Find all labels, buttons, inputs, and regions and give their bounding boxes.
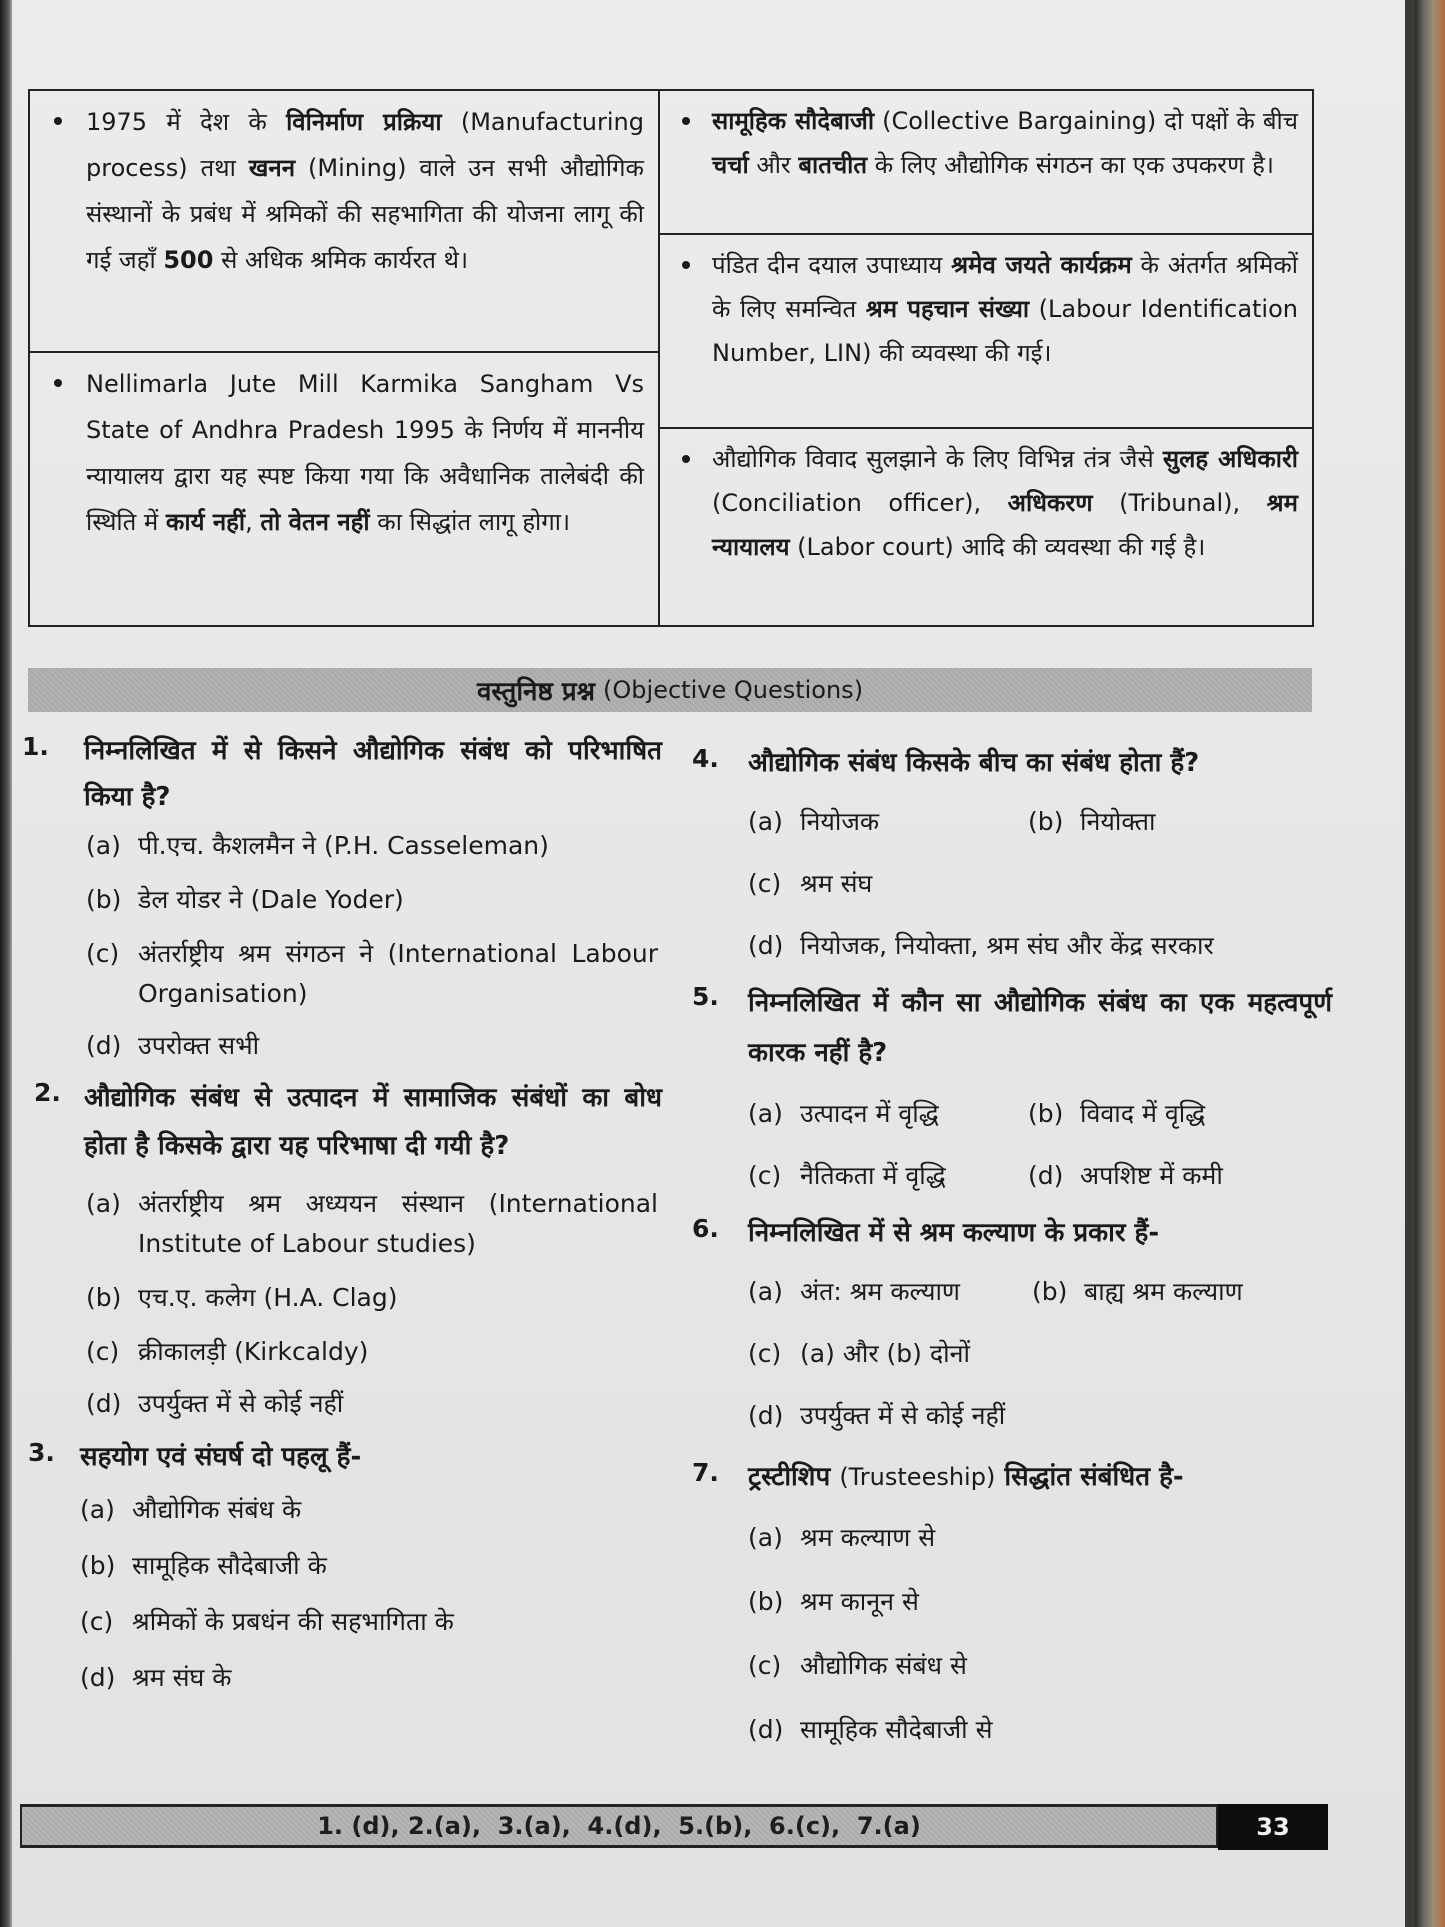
question-7 bbox=[692, 1454, 1332, 1750]
option-a[interactable]: (a) पी.एच. कैशलमैन ने (P.H. Casseleman) bbox=[86, 831, 549, 860]
option-b[interactable]: (b) विवाद में वृद्धि bbox=[1028, 1099, 1206, 1128]
option-c[interactable]: (c) क्रीकालड़ी (Kirkcaldy) bbox=[86, 1337, 369, 1366]
question-number: 3. bbox=[28, 1438, 55, 1467]
question-number: 6. bbox=[692, 1214, 719, 1243]
question-number: 7. bbox=[692, 1458, 719, 1487]
question-text: औद्योगिक संबंध से उत्पादन में सामाजिक संबंधों का बोध होता है किसके द्वारा यह परिभाषा दी गयी है? bbox=[84, 1083, 662, 1161]
page-edge-background bbox=[1415, 0, 1445, 1927]
option-a[interactable]: (a) नियोजक bbox=[748, 807, 880, 836]
info-cell-text: सामूहिक सौदेबाजी (Collective Bargaining) दो पक्षों के बीच चर्चा और बातचीत के लिए औद्योगिक संगठन का एक उपकरण है। bbox=[712, 107, 1298, 179]
option-b[interactable]: (b) एच.ए. कलेग (H.A. Clag) bbox=[86, 1283, 398, 1312]
question-text: निम्नलिखित में से श्रम कल्याण के प्रकार हैं- bbox=[748, 1218, 1160, 1248]
option-row bbox=[748, 1272, 1332, 1312]
book-page bbox=[12, 0, 1405, 1927]
bullet-icon bbox=[54, 379, 62, 387]
option-b[interactable]: (b) बाह्य श्रम कल्याण bbox=[1032, 1277, 1243, 1306]
question-3 bbox=[22, 1434, 662, 1698]
option-b[interactable]: (b) श्रम कानून से bbox=[748, 1587, 919, 1616]
info-table bbox=[28, 89, 1314, 627]
question-text: सहयोग एवं संघर्ष दो पहलू हैं- bbox=[80, 1442, 362, 1472]
question-2 bbox=[22, 1074, 662, 1424]
section-title-english: (Objective Questions) bbox=[603, 676, 864, 704]
bullet-icon bbox=[682, 261, 690, 269]
question-4 bbox=[692, 740, 1332, 966]
option-d[interactable]: (d) उपर्युक्त में से कोई नहीं bbox=[86, 1389, 344, 1418]
question-number: 5. bbox=[692, 982, 719, 1011]
question-6 bbox=[692, 1210, 1332, 1436]
option-c[interactable]: (c) अंतर्राष्ट्रीय श्रम संगठन ने (International Labour Organisation) bbox=[86, 939, 658, 1008]
option-c[interactable]: (c) औद्योगिक संबंध से bbox=[748, 1651, 967, 1680]
option-c[interactable]: (c) नैतिकता में वृद्धि bbox=[748, 1161, 946, 1190]
option-row bbox=[748, 1156, 1332, 1196]
questions-column-left bbox=[22, 728, 662, 1698]
answer-key-text: 1. (d), 2.(a), 3.(a), 4.(d), 5.(b), 6.(c), 7.(a) bbox=[317, 1812, 921, 1840]
info-cell bbox=[660, 235, 1312, 429]
question-text: ट्रस्टीशिप (Trusteeship) सिद्धांत संबंधित है- bbox=[748, 1462, 1184, 1492]
question-5 bbox=[692, 978, 1332, 1196]
option-a[interactable]: (a) अंतर्राष्ट्रीय श्रम अध्ययन संस्थान (International Institute of Labour studies) bbox=[86, 1189, 658, 1258]
option-a[interactable]: (a) उत्पादन में वृद्धि bbox=[748, 1099, 939, 1128]
question-text: औद्योगिक संबंध किसके बीच का संबंध होता हैं? bbox=[748, 748, 1200, 778]
question-text: निम्नलिखित में कौन सा औद्योगिक संबंध का एक महत्वपूर्ण कारक नहीं है? bbox=[748, 988, 1332, 1068]
bullet-icon bbox=[54, 117, 62, 125]
info-column-left bbox=[30, 91, 660, 625]
questions-column-right bbox=[692, 740, 1332, 1750]
option-d[interactable]: (d) उपर्युक्त में से कोई नहीं bbox=[748, 1401, 1006, 1430]
info-cell bbox=[30, 353, 658, 625]
info-cell-text: औद्योगिक विवाद सुलझाने के लिए विभिन्न तंत्र जैसे सुलह अधिकारी (Conciliation officer), अधिकरण (Tribunal), श्रम न्यायालय (Labor court) आदि की व्यवस्था की गई है। bbox=[712, 445, 1299, 561]
option-c[interactable]: (c) श्रमिकों के प्रबधंन की सहभागिता के bbox=[80, 1607, 454, 1636]
info-cell bbox=[30, 91, 658, 353]
option-d[interactable]: (d) नियोजक, नियोक्ता, श्रम संघ और केंद्र सरकार bbox=[748, 931, 1214, 960]
option-row bbox=[748, 1094, 1332, 1134]
option-a[interactable]: (a) श्रम कल्याण से bbox=[748, 1523, 936, 1552]
question-number: 2. bbox=[34, 1078, 61, 1107]
info-cell bbox=[660, 429, 1312, 625]
info-cell-text: Nellimarla Jute Mill Karmika Sangham Vs State of Andhra Pradesh 1995 के निर्णय में माननीय न्यायालय द्वारा यह स्पष्ट किया गया कि अवैधानिक तालेबंदी की स्थिति में कार्य नहीं, तो वेतन नहीं का सिद्धांत लागू होगा। bbox=[86, 370, 644, 536]
info-cell-text: 1975 में देश के विनिर्माण प्रक्रिया (Manufacturing process) तथा खनन (Mining) वाले उन सभी औद्योगिक संस्थानों के प्रबंध में श्रमिकों की सहभागिता की योजना लागू की गई जहाँ 500 से अधिक श्रमिक कार्यरत थे। bbox=[86, 108, 645, 274]
option-a[interactable]: (a) अंत: श्रम कल्याण bbox=[748, 1277, 960, 1306]
option-d[interactable]: (d) श्रम संघ के bbox=[80, 1663, 232, 1692]
option-d[interactable]: (d) अपशिष्ट में कमी bbox=[1028, 1161, 1223, 1190]
option-a[interactable]: (a) औद्योगिक संबंध के bbox=[80, 1495, 302, 1524]
section-header bbox=[28, 668, 1312, 712]
question-number: 4. bbox=[692, 744, 719, 773]
question-text: निम्नलिखित में से किसने औद्योगिक संबंध को परिभाषित किया है? bbox=[84, 736, 662, 812]
option-c[interactable]: (c) श्रम संघ bbox=[748, 869, 873, 898]
option-row bbox=[748, 802, 1332, 842]
question-1 bbox=[22, 728, 662, 1066]
page-number: 33 bbox=[1218, 1804, 1328, 1850]
option-d[interactable]: (d) सामूहिक सौदेबाजी से bbox=[748, 1715, 993, 1744]
info-column-right bbox=[660, 91, 1312, 625]
info-cell-text: पंडित दीन दयाल उपाध्याय श्रमेव जयते कार्यक्रम के अंतर्गत श्रमिकों के लिए समन्वित श्रम पहचान संख्या (Labour Identification Number, LIN) की व्यवस्था की गई। bbox=[712, 251, 1298, 367]
option-b[interactable]: (b) सामूहिक सौदेबाजी के bbox=[80, 1551, 327, 1580]
section-title-hindi: वस्तुनिष्ठ प्रश्न bbox=[476, 677, 596, 707]
option-d[interactable]: (d) उपरोक्त सभी bbox=[86, 1031, 260, 1060]
option-b[interactable]: (b) नियोक्ता bbox=[1028, 807, 1156, 836]
question-number: 1. bbox=[22, 732, 49, 761]
info-cell bbox=[660, 91, 1312, 235]
bullet-icon bbox=[682, 117, 690, 125]
option-b[interactable]: (b) डेल योडर ने (Dale Yoder) bbox=[86, 885, 404, 914]
answer-key-bar bbox=[20, 1804, 1218, 1848]
option-c[interactable]: (c) (a) और (b) दोनों bbox=[748, 1339, 970, 1368]
bullet-icon bbox=[682, 455, 690, 463]
